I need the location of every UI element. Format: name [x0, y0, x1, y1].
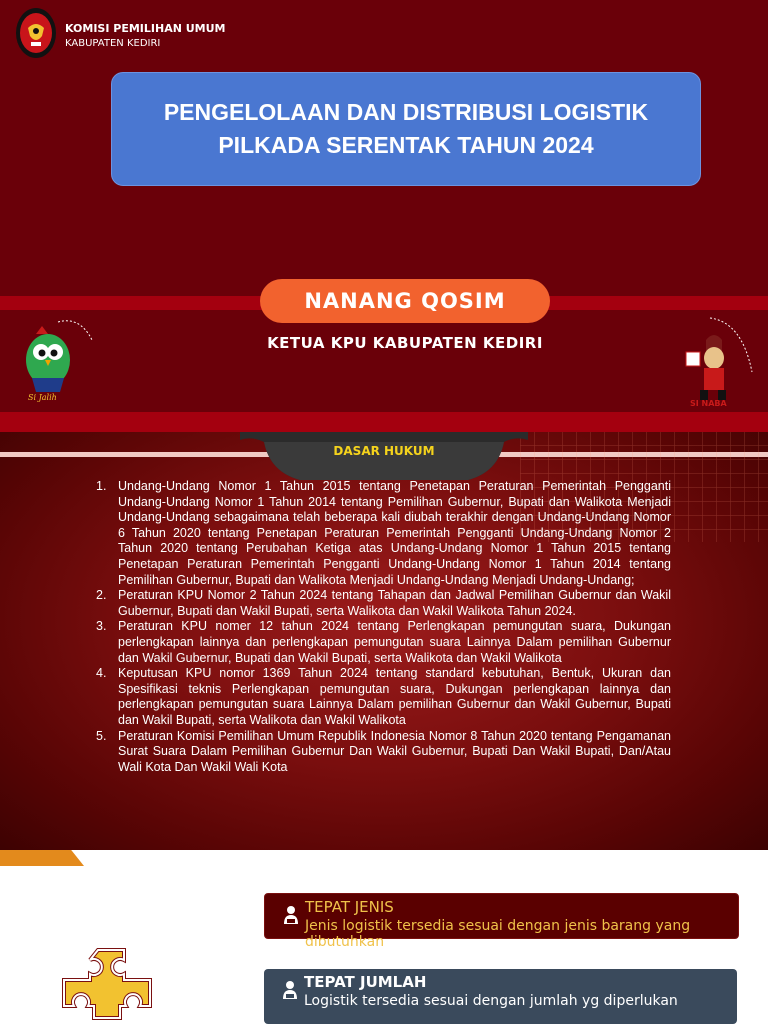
org-subtitle: KABUPATEN KEDIRI: [65, 38, 161, 49]
title-line-2: PILKADA SERENTAK TAHUN 2024: [218, 132, 594, 158]
title-slide: [0, 0, 768, 432]
band-stripe-bottom: [0, 412, 768, 432]
corner-accent: [0, 850, 84, 866]
list-item: 1. Undang-Undang Nomor 1 Tahun 2015 tentang Penetapan Peraturan Pemerintah Pengganti Undang-Undang Nomor 1 Tahun 2014 tentang Pemilihan Gubernur, Bupati dan Walikota Menjadi Undang-Undang sebagaimana telah beberapa kali diubah terakhir dengan Undang-Undang Nomor 6 Tahun 2020 tentang Penetapan Peraturan Pemerintah Pengganti Undang-Undang Nomor 2 Tahun 2020 tentang Perubahan Ketiga atas Undang-Undang Nomor 1 Tahun 2015 tentang Penetapan Peraturan Pemerintah Pengganti Undang-Undang Nomor 1 Tahun 2014 tentang Pemilihan Gubernur, Bupati dan Walikota Menjadi Undang-Undang Menjadi Undang-Undang;: [96, 479, 671, 587]
title-line-1: PENGELOLAAN DAN DISTRIBUSI LOGISTIK: [163, 99, 649, 125]
worker-icon: [280, 979, 300, 1001]
title-box: [111, 72, 701, 186]
legal-basis-slide: [0, 432, 768, 850]
svg-text:Si Jalih: Si Jalih: [28, 393, 57, 402]
card-title: TEPAT JENIS: [305, 898, 394, 916]
list-item: 5. Peraturan Komisi Pemilihan Umum Republik Indonesia Nomor 8 Tahun 2020 tentang Pengamanan Surat Suara Dalam Pemilihan Gubernur Dan Wakil Gubernur, Bupati Dan Wakil Bupati, Dan/Atau Wali Kota Dan Wakil Wali Kota: [96, 728, 671, 774]
puzzle-icon: [60, 944, 162, 1024]
list-item: 4. Keputusan KPU nomor 1369 Tahun 2024 tentang standard kebutuhan, Bentuk, Ukuran dan Spesifikasi teknis Perlengkapan pemungutan suara, Dukungan perlengkapan lainnya dan perlengkapan pemungutan suara Lainnya Dalam pemilihan Gubernur dan Wakil Gubernur, Bupati dan Wakil Bupati, serta Walikota dan Wakil Walikota: [96, 666, 671, 727]
mascot-si-jalih-icon: [18, 312, 100, 404]
card-description: Jenis logistik tersedia sesuai dengan jenis barang yang dibutuhkan: [305, 918, 691, 950]
mascot-si-naba-icon: [680, 312, 760, 408]
list-item: 3. Peraturan KPU nomer 12 tahun 2024 tentang Perlengkapan pemungutan suara, Dukungan perlengkapan lainnya dan perlengkapan pemungutan suara Lainnya Dalam pemilihan Gubernur dan Wakil Gubernur, Bupati dan Wakil Bupati, serta Walikota dan Wakil Walikota: [96, 619, 671, 665]
svg-text:SI NABA: SI NABA: [690, 399, 727, 408]
principles-slide: [0, 850, 768, 1024]
kpu-logo-icon: [14, 6, 58, 60]
card-description: Logistik tersedia sesuai dengan jumlah yg diperlukan: [304, 993, 678, 1009]
principle-card-tepat-jumlah: [264, 969, 737, 1024]
card-title: TEPAT JUMLAH: [304, 973, 427, 991]
principle-card-tepat-jenis: [264, 893, 739, 950]
speaker-name-pill: NANANG QOSIM: [260, 279, 550, 323]
list-item: 2. Peraturan KPU Nomor 2 Tahun 2024 tentang Tahapan dan Jadwal Pemilihan Gubernur dan Wakil Gubernur, Bupati dan Wakil Bupati, serta Walikota dan Wakil Walikota Tahun 2024.: [96, 588, 671, 618]
legal-list: [94, 479, 671, 775]
speaker-role: KETUA KPU KABUPATEN KEDIRI: [267, 334, 543, 352]
section-title: DASAR HUKUM: [333, 444, 435, 458]
worker-icon: [281, 904, 301, 926]
org-name: KOMISI PEMILIHAN UMUM: [65, 22, 226, 35]
